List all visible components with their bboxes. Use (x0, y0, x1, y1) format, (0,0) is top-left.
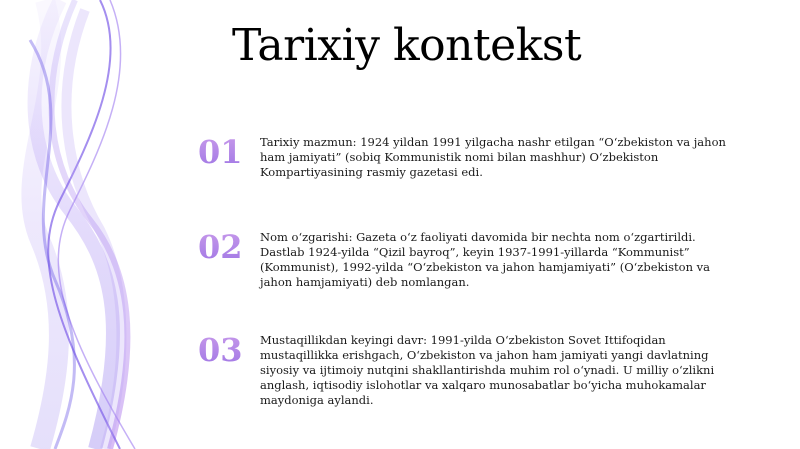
item-text: Tarixiy mazmun: 1924 yildan 1991 yilgacha nashr etilgan “O‘zbekiston va jahon ham jamiyati” (sobiq Kommunistik nomi bilan mashhur) O‘zbekiston Kompartiyasining rasmiy gazetasi edi. (260, 135, 726, 179)
item-number: 01 (198, 133, 243, 171)
slide-title: Tarixiy kontekst (232, 20, 582, 71)
item-text: Mustaqillikdan keyingi davr: 1991-yilda O‘zbekiston Sovet Ittifoqidan mustaqillikka erishgach, O‘zbekiston va jahon ham jamiyati yangi davlatning siyosiy va ijtimoiy nutqini shakllantirishda muhim rol o‘ynadi. U milliy o‘zlikni anglash, iqtisodiy islohotlar va xalqaro munosabatlar bo‘yicha muhokamalar maydoniga aylandi. (260, 333, 715, 407)
item-number: 02 (198, 228, 243, 266)
item-number: 03 (198, 331, 243, 369)
decorative-ribbon (0, 0, 180, 449)
item-text: Nom o‘zgarishi: Gazeta o‘z faoliyati davomida bir nechta nom o‘zgartirildi. Dastlab 1924-yilda “Qizil bayroq”, keyin 1937-1991-yillarda “Kommunist” (Kommunist), 1992-yilda “O‘zbekiston va jahon hamjamiyati” (O‘zbekiston va jahon hamjamiyati) deb nomlangan. (260, 230, 711, 289)
